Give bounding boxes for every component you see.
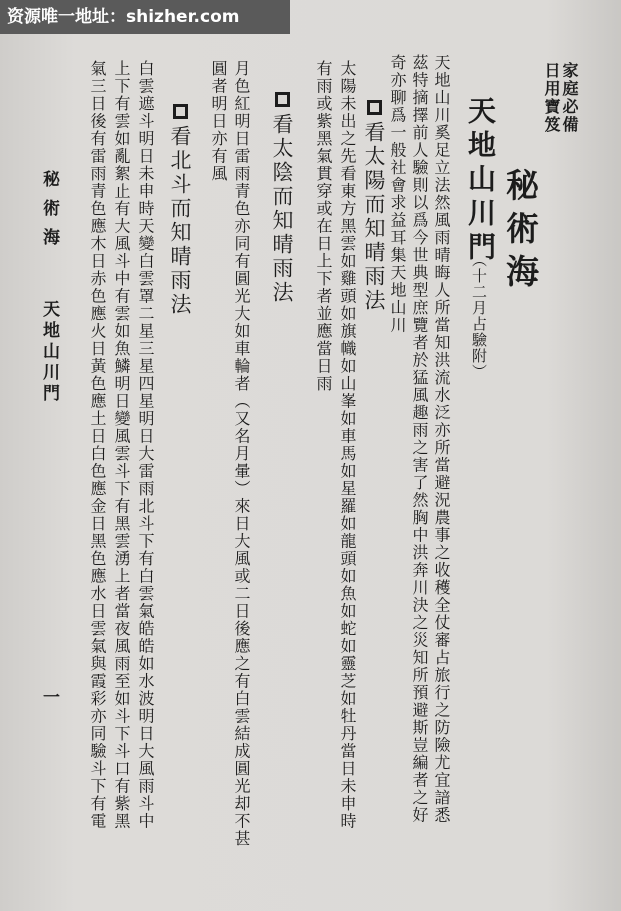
section-dipper-line-3: 氣三日後有雷雨青色應木日赤色應火日黃色應土日白色應金日黑色應水日雲氣與霞彩亦同驗斗下有電 bbox=[88, 60, 107, 830]
section-dipper-line-1: 白雲遮斗明日未申時天變白雲罩二星三星四星明日大雷雨北斗下有白雲氣皓皓如水波明日大風雨斗中 bbox=[136, 60, 155, 830]
watermark-banner: 资源唯一地址：shizher.com bbox=[0, 0, 290, 34]
intro-line-2: 茲特摘擇前人驗則以爲今世典型庶覽者於猛風趣雨之害了然胸中洪奔川決之災知所預避斯豈編者之好 bbox=[410, 54, 429, 824]
bullet-box-icon bbox=[367, 100, 382, 115]
chapter-note: （十二月占驗附） bbox=[470, 252, 488, 380]
chapter-title: 天地山川門 bbox=[464, 96, 497, 266]
intro-line-1: 天地山川奚足立法然風雨晴晦人所當知洪流水泛亦所當避況農事之收穫全仗審占旅行之防險尤宜諳悉 bbox=[432, 54, 451, 824]
section-moon-heading bbox=[270, 92, 294, 305]
section-sun-line-2: 有雨或紫黑氣貫穿或在日上下者並應當日雨 bbox=[314, 60, 333, 393]
section-sun-line-1: 太陽未出之先看東方黑雲如雞頭如旗幟如山峯如車馬如星羅如龍頭如魚如蛇如靈芝如牡丹當日未申時 bbox=[338, 60, 357, 830]
book-title: 秘術海 bbox=[501, 168, 540, 297]
section-dipper-heading bbox=[168, 104, 192, 317]
intro-line-3: 奇亦聊爲一般社會求益耳集天地山川 bbox=[388, 54, 407, 334]
section-dipper-line-2: 上下有雲如亂絮止有大風斗中有雲如魚鱗明日變風雲斗下有黑雲湧上者當夜風雨至如斗下斗口有紫黑 bbox=[112, 60, 131, 830]
bullet-box-icon bbox=[173, 104, 188, 119]
section-moon-line-2: 圓者明日亦有風 bbox=[209, 60, 228, 183]
footer-chapter: 天地山川門 bbox=[39, 300, 59, 405]
bullet-box-icon bbox=[275, 92, 290, 107]
section-dipper-heading-text: 看北斗而知晴雨法 bbox=[168, 125, 192, 317]
section-sun-heading bbox=[362, 100, 386, 313]
section-sun-heading-text: 看太陽而知晴雨法 bbox=[362, 121, 386, 313]
series-label-line1: 家庭必備 bbox=[560, 62, 579, 134]
footer-book-title: 秘術海 bbox=[39, 170, 59, 257]
section-moon-heading-text: 看太陰而知晴雨法 bbox=[270, 113, 294, 305]
section-moon-line-1: 月色紅明日雷雨青色亦同有圓光大如車輪者（又名月暈）來日大風或二日後應之有白雲結成圓光却不甚 bbox=[232, 60, 251, 848]
page-number: 一 bbox=[39, 688, 59, 707]
series-label-line2: 日用寶笈 bbox=[542, 62, 561, 134]
